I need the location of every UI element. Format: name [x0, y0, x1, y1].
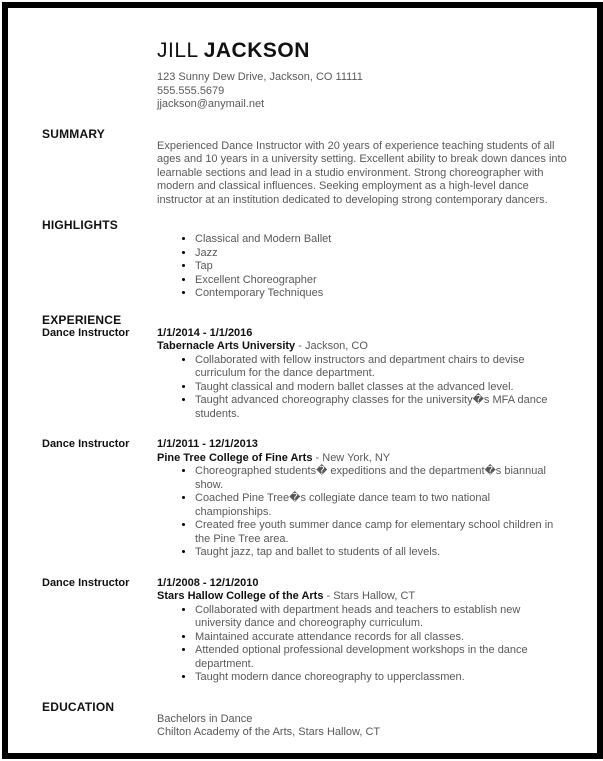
job-location: - Jackson, CO [295, 340, 368, 352]
highlight-item: • Tap [195, 260, 567, 274]
summary-label: SUMMARY [42, 126, 105, 141]
job-bullet-item: • Taught classical and modern ballet classes at the advanced level. [195, 381, 567, 395]
job-company-name: Stars Hallow College of the Arts [157, 590, 324, 602]
job-company-line [157, 590, 567, 604]
job-dates: 1/1/2008 - 12/1/2010 [157, 576, 259, 589]
job-bullet-item: • Choreographed students� expeditions and the department�s biannual show. [195, 465, 567, 492]
education-degree: Bachelors in Dance [157, 712, 253, 725]
highlight-item: • Contemporary Techniques [195, 287, 567, 301]
education-school: Chilton Academy of the Arts, Stars Hallow, CT [157, 726, 381, 738]
job-company-name: Tabernacle Arts University [157, 340, 296, 352]
job-body [157, 327, 567, 422]
job-bullet-item: • Created free youth summer dance camp for elementary school children in the Pine Tree area. [195, 519, 567, 546]
section-summary [42, 127, 567, 208]
job-bullet-item: • Collaborated with fellow instructors and department chairs to devise curriculum for the dance department. [195, 354, 567, 381]
contact-phone: 555.555.5679 [157, 84, 225, 97]
highlights-list [157, 233, 567, 301]
job-bullet-list [157, 354, 567, 422]
section-education [42, 700, 567, 740]
job-location: - New York, NY [312, 451, 391, 464]
job-body [157, 438, 567, 560]
job-company-name: Pine Tree College of Fine Arts [157, 451, 313, 464]
education-content [157, 713, 567, 740]
job-bullet-item: • Maintained accurate attendance records for all classes. [195, 631, 567, 645]
resume-header [157, 38, 567, 112]
section-highlights [42, 218, 567, 301]
job-company-line [157, 340, 567, 354]
job-bullet-list [157, 604, 567, 685]
job-dates: 1/1/2011 - 12/1/2013 [157, 438, 258, 450]
job-body [157, 577, 567, 685]
job-location: - Stars Hallow, CT [323, 590, 416, 602]
job-bullet-item: • Taught advanced choreography classes for the university�s MFA dance students. [195, 394, 567, 421]
highlight-item: • Excellent Choreographer [195, 274, 567, 288]
job-entry [42, 327, 567, 422]
job-company-line [157, 452, 567, 466]
candidate-name [157, 38, 567, 64]
resume-page [2, 2, 603, 759]
job-bullet-item: • Taught modern dance choreography to upperclassmen. [195, 671, 567, 685]
experience-jobs [42, 327, 567, 685]
highlights-bullet-list [157, 233, 567, 301]
job-bullet-list [157, 465, 567, 560]
contact-block [157, 71, 567, 112]
contact-email: jjackson@anymail.net [157, 98, 265, 110]
highlight-item: • Jazz [195, 247, 567, 261]
job-title: Dance Instructor [42, 326, 130, 339]
job-entry [42, 438, 567, 560]
candidate-first-name: JILL [157, 39, 199, 62]
summary-text: Experienced Dance Instructor with 20 years of experience teaching students of all ages and 10 years in a university setting. Excellent ability to break down dances into learnable sections and lead in a studio environment. Strong choreographer with modern and classical influences. Seeking employment as a high-level dance instructor at an institution dedicated to developing strong contemporary dancers. [157, 139, 567, 206]
job-title: Dance Instructor [42, 576, 130, 589]
candidate-last-name: JACKSON [203, 39, 310, 62]
job-bullet-item: • Collaborated with department heads and teachers to establish new university dance and choreography curriculum. [195, 604, 567, 631]
job-bullet-item: • Taught jazz, tap and ballet to students of all levels. [195, 546, 567, 560]
job-bullet-item: • Coached Pine Tree�s collegiate dance team to two national championships. [195, 492, 567, 519]
job-entry [42, 577, 567, 685]
education-label: EDUCATION [42, 699, 115, 714]
highlight-item: • Classical and Modern Ballet [195, 233, 567, 247]
highlights-label: HIGHLIGHTS [42, 218, 118, 232]
job-dates: 1/1/2014 - 1/1/2016 [157, 326, 253, 339]
job-title: Dance Instructor [42, 438, 130, 450]
experience-label: EXPERIENCE [42, 312, 122, 327]
section-experience [42, 313, 567, 685]
job-bullet-item: • Attended optional professional development workshops in the dance department. [195, 644, 567, 671]
contact-address: 123 Sunny Dew Drive, Jackson, CO 11111 [157, 71, 363, 83]
